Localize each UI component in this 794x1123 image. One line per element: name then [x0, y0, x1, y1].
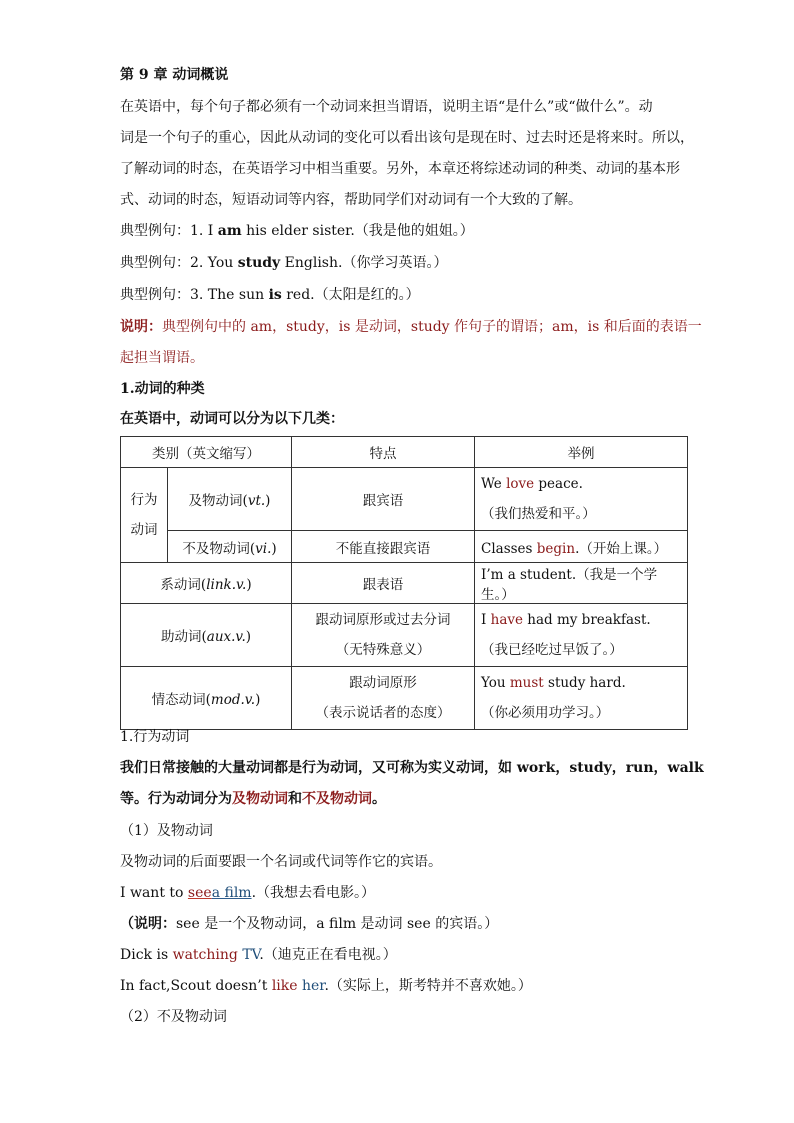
feature-cell: 跟动词原形 （表示说话者的态度） — [292, 667, 475, 730]
feature-cell: 跟动词原形或过去分词 （无特殊意义） — [292, 604, 475, 667]
example-sentence: 典型例句：2. You study English.（你学习英语。） — [120, 255, 448, 271]
example-verb: study — [237, 255, 281, 271]
intro-line: 了解动词的时态，在英语学习中相当重要。另外，本章还将综述动词的种类、动词的基本形 — [120, 161, 680, 177]
example-sentence: 典型例句：1. I am his elder sister.（我是他的姐姐。） — [120, 223, 474, 239]
group-cell: 行为 动词 — [121, 468, 168, 563]
example-verb: am — [217, 223, 242, 239]
header-cell: 举例 — [475, 437, 688, 468]
example-sentence: I want to seea film.（我想去看电影。） — [120, 885, 376, 901]
category-cell: 系动词(link.v.) — [121, 563, 292, 604]
category-cell: 情态动词(mod.v.) — [121, 667, 292, 730]
transitive-desc: 及物动词的后面要跟一个名词或代词等作它的宾语。 — [120, 854, 442, 870]
intransitive-heading: （2）不及物动词 — [120, 1009, 227, 1025]
table-row — [121, 667, 688, 730]
paragraph-line: 等。行为动词分为及物动词和不及物动词。 — [120, 791, 386, 807]
section-heading: 1.动词的种类 — [120, 381, 205, 397]
intro-line: 式、动词的时态，短语动词等内容，帮助同学们对动词有一个大致的了解。 — [120, 192, 582, 208]
table-row — [121, 563, 688, 604]
feature-cell: 不能直接跟宾语 — [292, 531, 475, 563]
example-sentence: Dick is watching TV.（迪克正在看电视。） — [120, 947, 397, 963]
note-label: 说明： — [120, 319, 162, 335]
table-header-row — [121, 437, 688, 468]
header-cell: 类别（英文缩写） — [121, 437, 292, 468]
paragraph-line: 我们日常接触的大量动词都是行为动词，又可称为实义动词，如 work，study，run，walk — [120, 760, 704, 776]
example-cell: I’m a student.（我是一个学生。） — [475, 563, 688, 604]
table-row — [121, 468, 688, 531]
example-sentence: 典型例句：3. The sun is red.（太阳是红的。） — [120, 287, 420, 303]
intro-line: 词是一个句子的重心，因此从动词的变化可以看出该句是现在时、过去时还是将来时。所以， — [120, 130, 694, 146]
example-sentence: In fact,Scout doesn’t like her.（实际上，斯考特并不喜欢她。） — [120, 978, 532, 994]
note-line: 起担当谓语。 — [120, 350, 204, 366]
header-cell: 特点 — [292, 437, 475, 468]
example-cell: I have had my breakfast. （我已经吃过早饭了。） — [475, 604, 688, 667]
feature-cell: 跟表语 — [292, 563, 475, 604]
example-note: （说明：see 是一个及物动词，a film 是动词 see 的宾语。） — [120, 916, 499, 932]
example-cell: We love peace. （我们热爱和平。） — [475, 468, 688, 531]
chapter-title: 第 9 章 动词概说 — [120, 67, 229, 83]
category-cell: 助动词(aux.v.) — [121, 604, 292, 667]
example-verb: is — [268, 287, 282, 303]
subsection-heading: 1.行为动词 — [120, 729, 190, 745]
example-cell: You must study hard. （你必须用功学习。） — [475, 667, 688, 730]
table-row — [121, 604, 688, 667]
note-line: 说明：典型例句中的 am，study，is 是动词，study 作句子的谓语；am，is 和后面的表语一 — [120, 319, 702, 335]
category-cell: 不及物动词(vi.) — [168, 531, 292, 563]
category-cell: 及物动词(vt.) — [168, 468, 292, 531]
transitive-heading: （1）及物动词 — [120, 823, 213, 839]
section-lead: 在英语中，动词可以分为以下几类： — [120, 411, 344, 427]
intro-line: 在英语中，每个句子都必须有一个动词来担当谓语，说明主语“是什么”或“做什么”。动 — [120, 99, 653, 115]
verb-types-table — [120, 436, 688, 730]
table-row — [121, 531, 688, 563]
example-cell: Classes begin.（开始上课。） — [475, 531, 688, 563]
feature-cell: 跟宾语 — [292, 468, 475, 531]
